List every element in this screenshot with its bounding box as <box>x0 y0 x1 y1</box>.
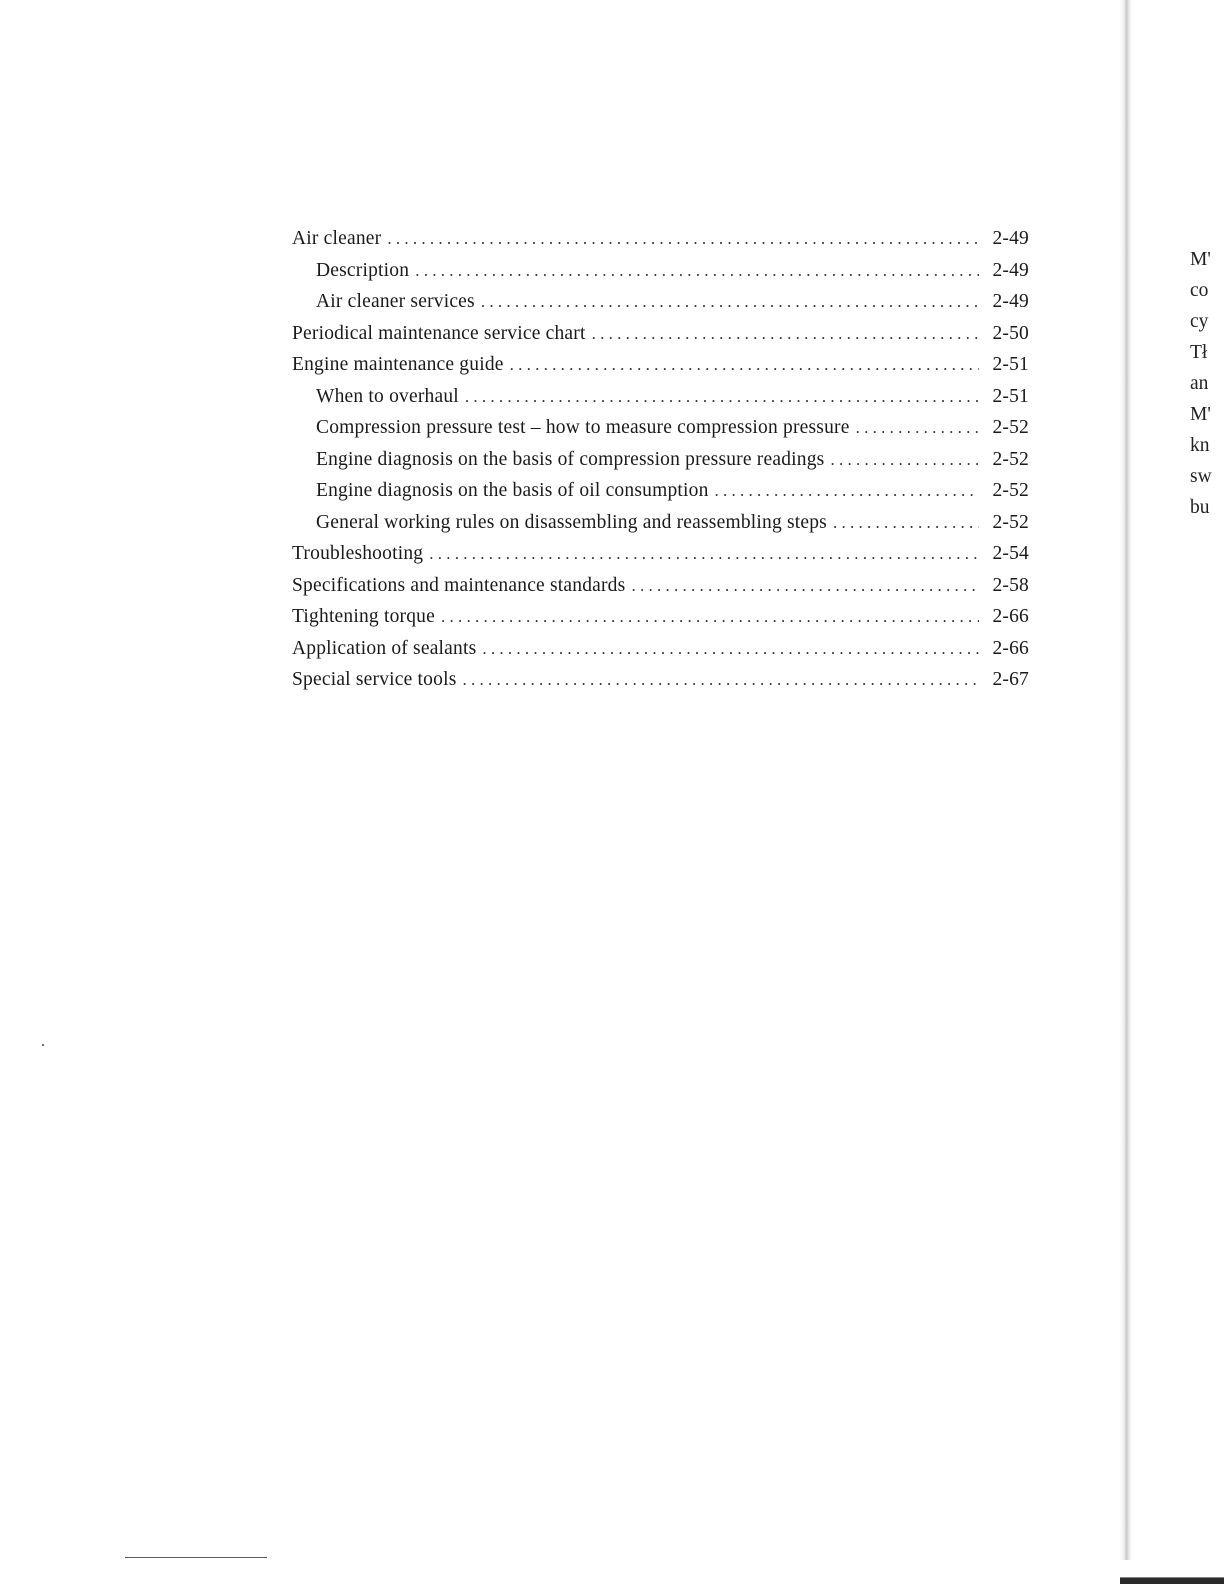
toc-entry-page: 2-67 <box>992 669 1029 690</box>
toc-entry <box>292 575 1029 607</box>
dot-leader <box>715 481 979 501</box>
next-page-line: kn <box>1190 435 1210 456</box>
toc-entry <box>292 228 1029 260</box>
dot-leader <box>510 355 979 375</box>
toc-entry-title: Air cleaner <box>292 228 382 249</box>
dot-leader <box>833 513 979 533</box>
toc-entry-page: 2-52 <box>992 511 1029 533</box>
dot-leader <box>465 387 979 407</box>
next-page-line: Tł <box>1190 342 1208 363</box>
toc-entry <box>292 669 1029 701</box>
toc-entry-page: 2-66 <box>992 606 1029 627</box>
dot-leader <box>441 607 979 627</box>
toc-entry-title: Periodical maintenance service chart <box>292 322 586 344</box>
toc-entry <box>292 417 1029 449</box>
toc-entry-title: General working rules on disassembling and reassembling steps <box>316 511 827 533</box>
toc-entry-page: 2-52 <box>992 448 1029 470</box>
toc-entry-page: 2-51 <box>992 385 1029 407</box>
scan-speck <box>42 1044 44 1046</box>
toc-entry <box>292 323 1029 355</box>
toc-entry-page: 2-66 <box>992 637 1029 659</box>
toc-entry-page: 2-54 <box>992 543 1029 564</box>
toc-entry-page: 2-58 <box>992 574 1029 596</box>
toc-entry <box>292 638 1029 670</box>
footnote-rule <box>125 1557 267 1558</box>
toc-entry <box>292 480 1029 512</box>
toc-entry <box>292 543 1029 575</box>
page-binding-shadow <box>1120 0 1132 1584</box>
next-page-line: M' <box>1190 249 1211 270</box>
table-of-contents <box>292 228 1029 701</box>
toc-entry-title: Tightening torque <box>292 606 435 627</box>
dot-leader <box>481 292 979 312</box>
toc-entry <box>292 386 1029 418</box>
toc-entry-title: Application of sealants <box>292 637 477 659</box>
toc-entry <box>292 291 1029 323</box>
dot-leader <box>592 324 979 344</box>
dot-leader <box>463 670 980 690</box>
next-page-line: cy <box>1190 311 1209 332</box>
toc-entry-title: When to overhaul <box>316 385 459 407</box>
toc-entry-page: 2-52 <box>992 417 1029 438</box>
toc-entry-title: Engine diagnosis on the basis of oil consumption <box>316 480 709 501</box>
dot-leader <box>482 639 979 659</box>
next-page-fragment <box>1190 249 1224 528</box>
toc-entry <box>292 512 1029 544</box>
toc-entry-title: Compression pressure test – how to measure compression pressure <box>316 417 850 438</box>
toc-entry <box>292 449 1029 481</box>
toc-entry-page: 2-50 <box>992 322 1029 344</box>
toc-entry-page: 2-49 <box>992 259 1029 281</box>
next-page-line: bu <box>1190 497 1210 518</box>
toc-entry-title: Special service tools <box>292 669 457 690</box>
next-page-line: sw <box>1190 466 1212 487</box>
dot-leader <box>429 544 979 564</box>
page-edge-shadow <box>1120 1560 1224 1584</box>
toc-entry-title: Troubleshooting <box>292 543 424 564</box>
toc-entry-page: 2-49 <box>992 291 1029 312</box>
dot-leader <box>631 576 979 596</box>
toc-entry-page: 2-49 <box>992 228 1029 249</box>
dot-leader <box>856 418 979 438</box>
toc-entry <box>292 354 1029 386</box>
toc-entry-title: Engine maintenance guide <box>292 354 504 375</box>
dot-leader <box>415 261 979 281</box>
next-page-line: an <box>1190 373 1209 394</box>
dot-leader <box>387 229 979 249</box>
toc-entry-page: 2-52 <box>992 480 1029 501</box>
toc-entry-title: Specifications and maintenance standards <box>292 574 626 596</box>
toc-entry-title: Description <box>316 259 410 281</box>
next-page-line: co <box>1190 280 1209 301</box>
toc-entry-page: 2-51 <box>992 354 1029 375</box>
dot-leader <box>830 450 979 470</box>
toc-entry <box>292 260 1029 292</box>
toc-entry <box>292 606 1029 638</box>
toc-entry-title: Air cleaner services <box>316 291 475 312</box>
next-page-line: M' <box>1190 404 1211 425</box>
toc-entry-title: Engine diagnosis on the basis of compression pressure readings <box>316 448 825 470</box>
